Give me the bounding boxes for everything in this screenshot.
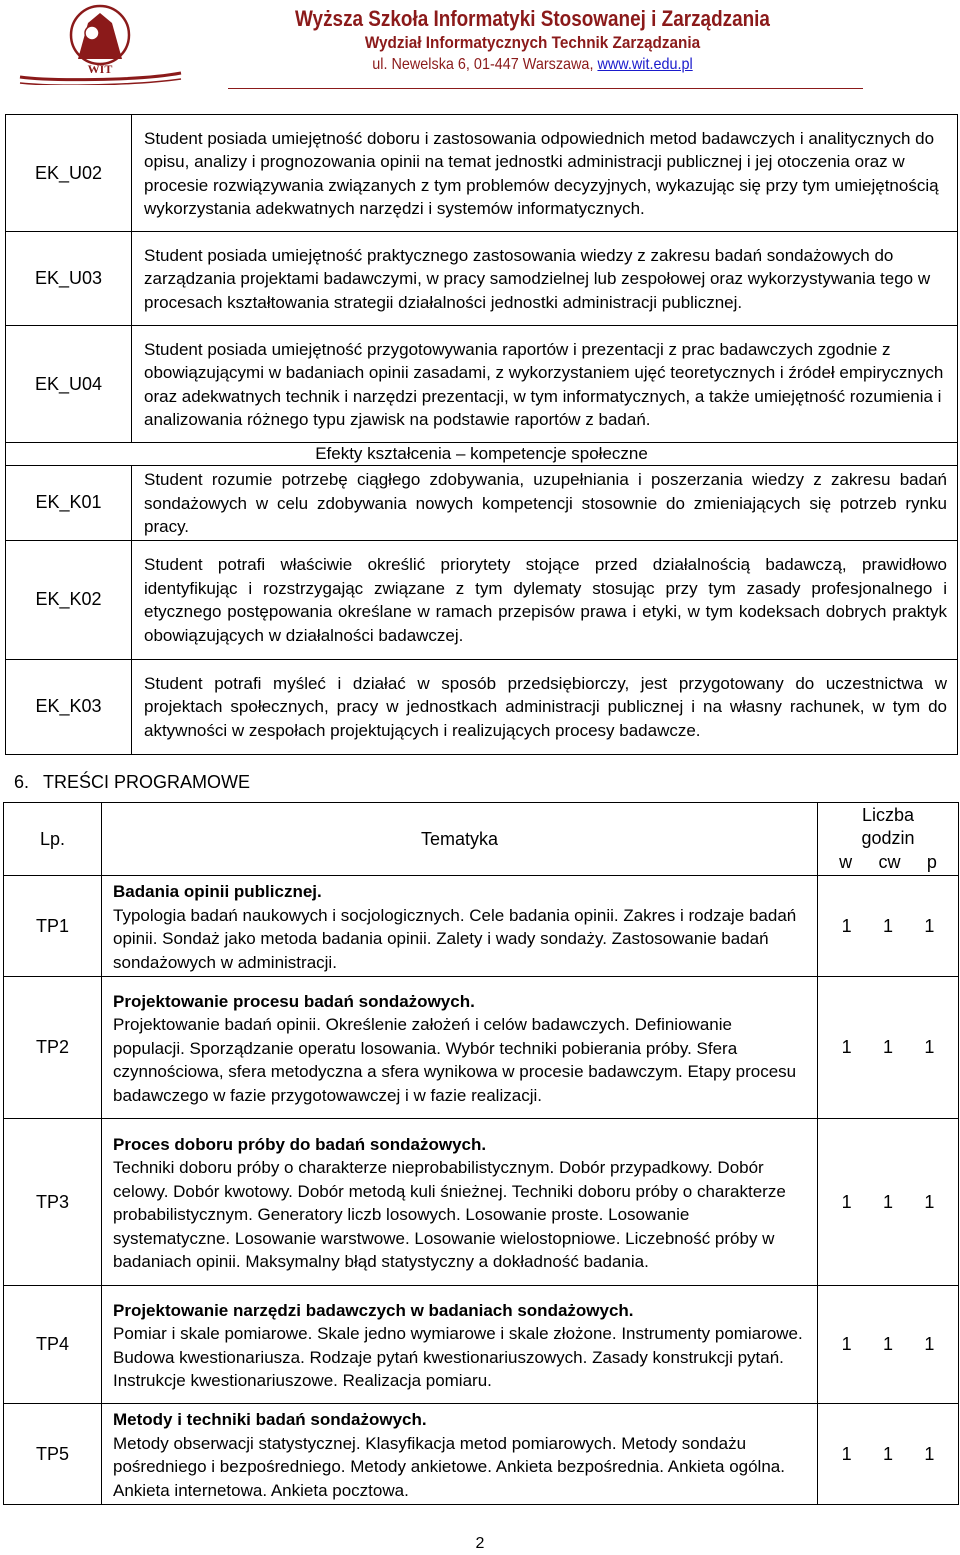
faculty-name: Wydział Informatycznych Technik Zarządzania (364, 33, 701, 52)
section-title (14, 772, 264, 793)
outcome-text: Student potrafi właściwie określić priorytety stojące przed działalnością badawczą, prawidłowo identyfikując i rozstrzygając związane z tym dylematy stosując przy tym zasady profesjonalnego i etycznego postępowania określane w ramach przepisów prawa i etyki, w tym kodeksach dobrych praktyk obowiązujących w działalności badawczej. (132, 540, 958, 659)
topic-title: Proces doboru próby do badań sondażowych. (113, 1134, 487, 1154)
sub-w: w (839, 852, 853, 873)
row-hours (818, 876, 959, 977)
hours-cw: 1 (882, 1191, 893, 1212)
topic-body: Typologia badań naukowych i socjologicznych. Cele badania opinii. Zakres i rodzaje badań opinii. Sondaż jako metoda badania opinii. Zalety i wady sondaży. Zastosowanie badań sondażowych w administracji. (113, 905, 797, 972)
table-row (6, 326, 958, 443)
address: ul. Newelska 6, 01-447 Warszawa, www.wit.edu.pl (372, 56, 693, 73)
hours-cw: 1 (882, 915, 893, 936)
row-topic (102, 1286, 818, 1404)
section-name: TREŚCI PROGRAMOWE (43, 772, 251, 792)
topic-body: Projektowanie badań opinii. Określenie założeń i celów badawczych. Definiowanie populacji. Sporządzanie operatu losowania. Wybór techniki pobierania próby. Sfera czynnościowa, sfera metodyczna a sfera wynikowa w procesie badawczym. Etapy procesu badawczego w fazie przygotowawczej i w fazie realizacji. (113, 1015, 797, 1105)
outcome-code: EK_U03 (6, 232, 132, 326)
wit-logo-icon (18, 3, 183, 85)
page-number: 2 (475, 1535, 485, 1552)
header-text (200, 6, 865, 76)
hours-w: 1 (841, 1037, 852, 1057)
topic-title: Badania opinii publicznej. (113, 882, 322, 901)
topic-title: Projektowanie procesu badań sondażowych. (113, 991, 475, 1011)
table-row (4, 1404, 959, 1505)
sub-cw: cw (878, 852, 901, 873)
outcome-text: Student posiada umiejętność przygotowywania raportów i prezentacji z prac badawczych zgodnie z obowiązującymi w badaniach opinii zasadami, z wykorzystaniem ujęć teoretycznych i źródeł empirycznych oraz adekwatnych technik i narzędzi prezentacji, w tym informatycznych, a także umiejętność rozumienia i analizowania różnego typu zjawisk na podstawie raportów z badań. (132, 326, 958, 443)
hours-p: 1 (924, 915, 935, 936)
table-row (4, 1119, 959, 1286)
hours-cw: 1 (882, 1443, 893, 1464)
sub-p: p (926, 852, 937, 873)
row-hours (818, 1286, 959, 1404)
hours-subheader (818, 851, 959, 876)
col-hours-line1: Liczba (861, 804, 915, 825)
header-row (4, 803, 959, 851)
table-row (4, 977, 959, 1119)
row-lp: TP3 (4, 1119, 102, 1286)
topic-body: Techniki doboru próby o charakterze nieprobabilistycznym. Dobór przypadkowy. Dobór celowy. Dobór kwotowy. Dobór metodą kuli śnieżnej. Techniki doboru próby o charakterze probabilistycznym. Generatory liczb losowych. Losowanie proste. Losowanie systematyczne. Losowanie warstwowe. Losowanie wielostopniowe. Liczebność próby w badaniach opinii. Maksymalny błąd statystyczny a dokładność badania. (113, 1158, 786, 1271)
table-row (6, 232, 958, 326)
section-heading: Efekty kształcenia – kompetencje społeczne (6, 443, 958, 466)
table-row (6, 540, 958, 659)
row-topic (102, 1119, 818, 1286)
hours-cw: 1 (882, 1037, 893, 1057)
table-row (6, 659, 958, 754)
hours-p: 1 (924, 1334, 935, 1354)
hours-p: 1 (924, 1443, 935, 1464)
topic-title: Projektowanie narzędzi badawczych w badaniach sondażowych. (113, 1300, 634, 1320)
outcome-code: EK_K01 (6, 466, 132, 541)
hours-w: 1 (841, 1334, 852, 1354)
page-header (0, 0, 960, 95)
hours-p: 1 (924, 1037, 935, 1057)
outcome-code: EK_K02 (6, 540, 132, 659)
outcome-text: Student posiada umiejętność doboru i zastosowania odpowiednich metod badawczych i analitycznych do opisu, analizy i prognozowania opinii na temat jednostki administracji publicznej i jej otoczenia oraz w procesie rozwiązywania związanych z tym problemów decyzyjnych, wykazując się przy tym umiejętnością wykorzystania adekwatnych narzędzi i systemów informatycznych. (132, 115, 958, 232)
program-content-table (3, 802, 959, 1505)
row-lp: TP1 (4, 876, 102, 977)
row-lp: TP2 (4, 977, 102, 1119)
learning-outcomes-table (5, 114, 958, 755)
col-hours-line2: godzin (861, 827, 915, 848)
section-number: 6. (14, 772, 30, 792)
topic-body: Metody obserwacji statystycznej. Klasyfikacja metod pomiarowych. Metody sondażu pośredniego i bezpośredniego. Metody ankietowe. Ankieta bezpośrednia. Ankieta ogólna. Ankieta internetowa. Ankieta pocztowa. (113, 1433, 785, 1500)
table-row (6, 115, 958, 232)
outcome-code: EK_U02 (6, 115, 132, 232)
website-link[interactable]: www.wit.edu.pl (597, 56, 693, 73)
hours-w: 1 (841, 1191, 852, 1212)
school-name: Wyższa Szkoła Informatyki Stosowanej i Zarządzania (295, 6, 770, 31)
outcome-code: EK_U04 (6, 326, 132, 443)
row-lp: TP4 (4, 1286, 102, 1404)
table-row (4, 876, 959, 977)
row-hours (818, 977, 959, 1119)
topic-body: Pomiar i skale pomiarowe. Skale jedno wymiarowe i skale złożone. Instrumenty pomiarowe. Budowa kwestionariusza. Rodzaje pytań kwestionariuszowych. Zasady konstrukcji pytań. Instrukcje kwestionariuszowe. Realizacja pomiaru. (113, 1324, 803, 1390)
row-hours (818, 1119, 959, 1286)
row-lp: TP5 (4, 1404, 102, 1505)
topic-title: Metody i techniki badań sondażowych. (113, 1410, 427, 1429)
svg-text:WIT: WIT (87, 62, 113, 76)
row-topic (102, 1404, 818, 1505)
outcome-text: Student rozumie potrzebę ciągłego zdobywania, uzupełniania i poszerzania wiedzy z zakresu badań sondażowych w celu zdobywania nowych kompetencji stosownie do zmieniających się potrzeb rynku pracy. (132, 466, 958, 541)
hours-p: 1 (924, 1191, 935, 1212)
table-row (6, 466, 958, 541)
outcome-text: Student posiada umiejętność praktycznego zastosowania wiedzy z zakresu badań sondażowych do zarządzania projektami badawczymi, w pracy samodzielnej lub zespołowej oraz wykorzystywania tego w procesach kształtowania strategii działalności jednostki administracji publicznej. (132, 232, 958, 326)
row-topic (102, 977, 818, 1119)
row-topic (102, 876, 818, 977)
row-hours (818, 1404, 959, 1505)
col-topic: Tematyka (102, 803, 818, 876)
header-rule (228, 88, 863, 89)
col-hours (818, 803, 959, 851)
hours-w: 1 (841, 915, 852, 936)
table-row (4, 1286, 959, 1404)
section-heading-row (6, 443, 958, 466)
hours-w: 1 (841, 1443, 852, 1464)
hours-cw: 1 (882, 1334, 893, 1354)
outcome-text: Student potrafi myśleć i działać w sposób przedsiębiorczy, jest przygotowany do uczestnictwa w projektach społecznych, pracy w jednostkach administracji publicznej i na własny rachunek, w tym do aktywności w zespołach projektujących i realizujących procesy badawcze. (132, 659, 958, 754)
col-lp: Lp. (4, 803, 102, 876)
outcome-code: EK_K03 (6, 659, 132, 754)
